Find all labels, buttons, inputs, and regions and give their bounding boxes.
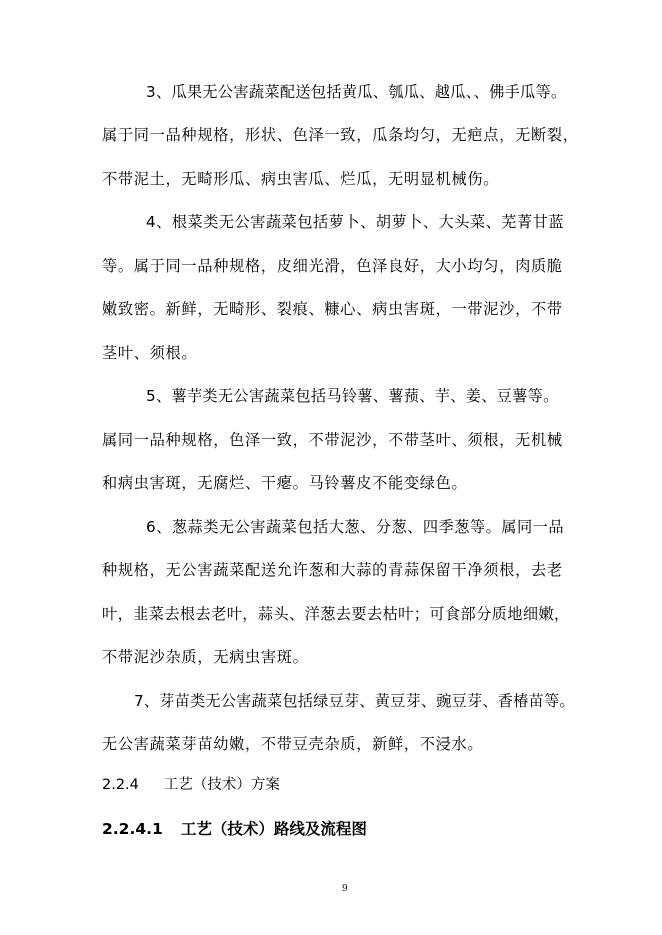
paragraph-1-line-1: 3、瓜果无公害蔬菜配送包括黄瓜、瓠瓜、越瓜、、佛手瓜等。 xyxy=(146,83,567,101)
paragraph-2-line-4: 茎叶、须根。 xyxy=(102,344,198,362)
section-title: 工艺（技术）方案 xyxy=(163,777,280,793)
paragraph-3-line-3: 和病虫害斑，无腐烂、干瘪。马铃薯皮不能变绿色。 xyxy=(102,474,468,492)
paragraph-2-line-3: 嫩致密。新鲜，无畸形、裂痕、糠心、病虫害斑，一带泥沙，不带 xyxy=(102,300,563,318)
page-number: 9 xyxy=(342,884,348,894)
subsection-number: 2.2.4.1 xyxy=(102,820,163,838)
paragraph-4-line-2: 种规格，无公害蔬菜配送允许葱和大蒜的青蒜保留干净须根，去老 xyxy=(102,561,563,579)
paragraph-1-line-3: 不带泥土，无畸形瓜、病虫害瓜、烂瓜，无明显机械伤。 xyxy=(102,170,500,188)
paragraph-4-line-4: 不带泥沙杂质，无病虫害斑。 xyxy=(102,648,309,666)
section-number: 2.2.4 xyxy=(102,777,139,793)
paragraph-4-line-1: 6、葱蒜类无公害蔬菜包括大葱、分葱、四季葱等。属同一品 xyxy=(146,518,565,536)
paragraph-5-line-2: 无公害蔬菜芽苗幼嫩，不带豆壳杂质，新鲜，不浸水。 xyxy=(102,735,484,753)
paragraph-2-line-1: 4、根菜类无公害蔬菜包括萝卜、胡萝卜、大头菜、芜菁甘蓝 xyxy=(146,213,565,231)
paragraph-3-line-1: 5、薯芋类无公害蔬菜包括马铃薯、薯蓣、芋、姜、豆薯等。 xyxy=(146,387,559,405)
subsection-title: 工艺（技术）路线及流程图 xyxy=(180,820,367,838)
subsection-heading xyxy=(102,819,367,839)
paragraph-3-line-2: 属同一品种规格，色泽一致，不带泥沙，不带茎叶、须根，无机械 xyxy=(102,431,563,449)
paragraph-5-line-1: 7、芽苗类无公害蔬菜包括绿豆芽、黄豆芽、豌豆芽、香椿苗等。 xyxy=(134,692,575,710)
paragraph-2-line-2: 等。属于同一品种规格，皮细光滑，色泽良好，大小均匀，肉质脆 xyxy=(102,257,563,275)
section-heading xyxy=(102,775,280,795)
paragraph-1-line-2: 属于同一品种规格，形状、色泽一致，瓜条均匀，无疤点，无断裂， xyxy=(102,126,579,144)
paragraph-4-line-3: 叶，韭菜去根去老叶，蒜头、洋葱去要去枯叶；可食部分质地细嫩， xyxy=(102,605,570,623)
